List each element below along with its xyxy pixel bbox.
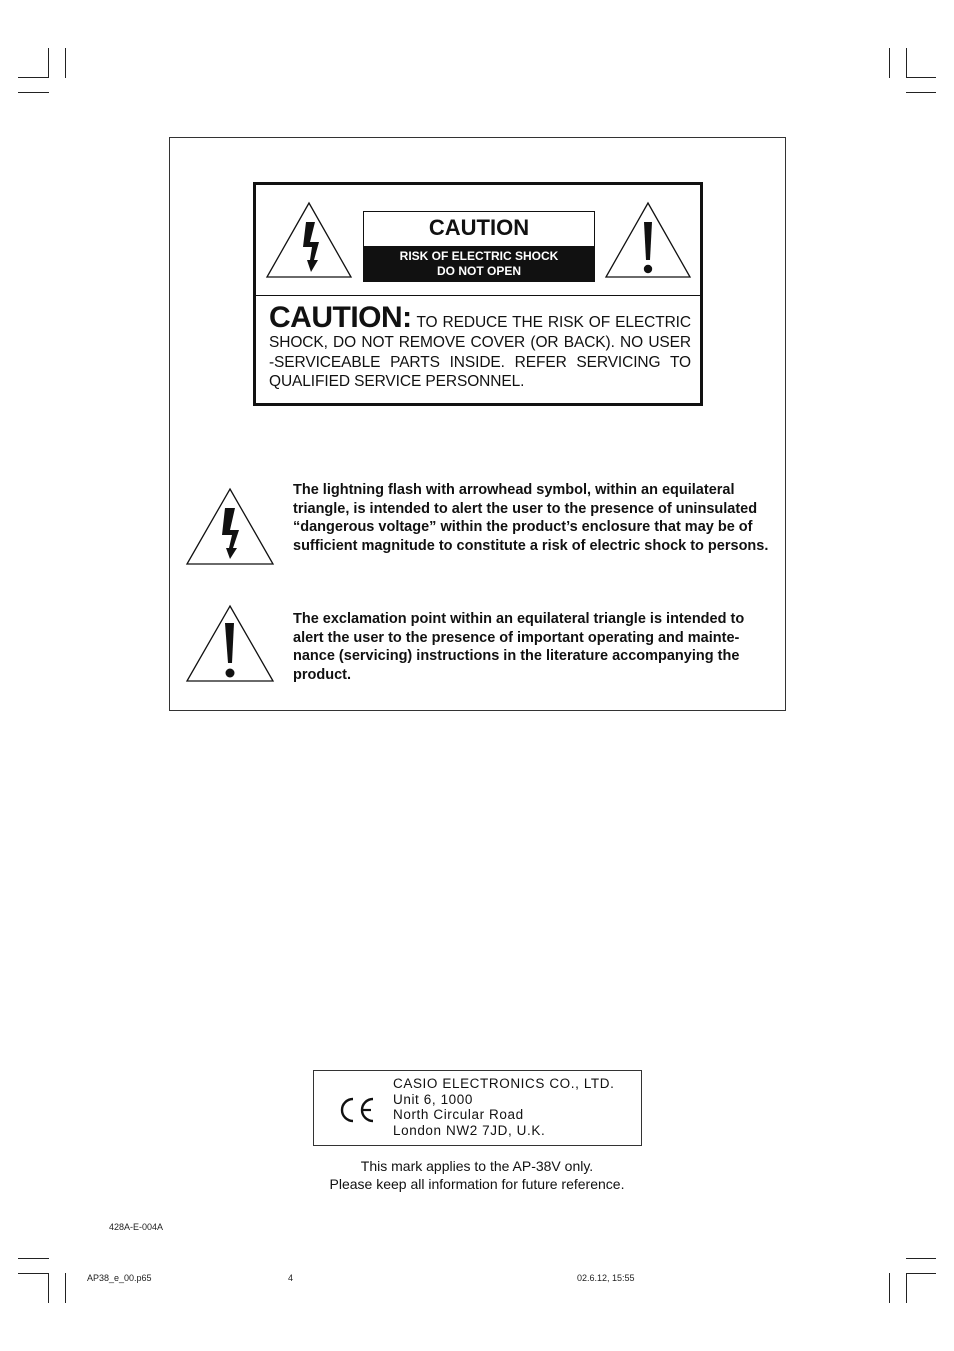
badge-title: CAUTION xyxy=(428,215,530,240)
print-timestamp: 02.6.12, 15:55 xyxy=(577,1273,635,1283)
ce-note-line-2: Please keep all information for future reference. xyxy=(329,1176,625,1192)
document-code: 428A-E-004A xyxy=(109,1222,164,1232)
ce-mark-icon xyxy=(336,1095,376,1125)
manufacturer-address xyxy=(393,1076,614,1139)
file-name: AP38_e_00.p65 xyxy=(87,1273,152,1283)
address-line-2: North Circular Road xyxy=(393,1107,524,1123)
ce-mark-box xyxy=(313,1070,642,1146)
address-line-3: London NW2 7JD, U.K. xyxy=(393,1123,546,1139)
company-name: CASIO ELECTRONICS CO., LTD. xyxy=(393,1076,615,1091)
caution-label xyxy=(253,182,703,406)
exclamation-warning-icon xyxy=(603,200,693,280)
caution-badge xyxy=(363,211,595,282)
lightning-symbol-icon xyxy=(185,486,275,566)
exclamation-symbol-icon xyxy=(185,603,275,683)
badge-line-2: DO NOT OPEN xyxy=(436,264,521,278)
ce-note xyxy=(0,1157,954,1193)
lightning-symbol-description: The lightning flash with arrowhead symbol, within an equilateral triangle, is intended to alert the user to the presence of uninsulated “dangerous voltage” within the product’s enclosure that may be of sufficient magnitude to constitute a risk of electric shock to persons. xyxy=(293,482,769,554)
badge-line-1: RISK OF ELECTRIC SHOCK xyxy=(399,249,559,263)
lightning-warning-icon xyxy=(264,200,354,280)
page-number: 4 xyxy=(288,1273,294,1283)
address-line-1: Unit 6, 1000 xyxy=(393,1091,473,1107)
caution-divider xyxy=(256,295,700,296)
exclamation-symbol-description: The exclamation point within an equilateral triangle is intended to alert the user to the presence of important operating and mainte-nance (servicing) instructions in the literature accompanying the product. xyxy=(293,611,745,683)
caution-statement xyxy=(269,303,691,392)
badge-warning-band xyxy=(364,246,594,281)
caution-heading: CAUTION: xyxy=(269,301,412,334)
ce-note-line-1: This mark applies to the AP-38V only. xyxy=(360,1158,594,1174)
caution-body: TO REDUCE THE RISK OF ELECTRIC SHOCK, DO NOT REMOVE COVER (OR BACK). NO USER -SERVICEABLE PARTS INSIDE. REFER SERVICING TO QUALIFIED SERVICE PERSONNEL. xyxy=(269,314,691,390)
